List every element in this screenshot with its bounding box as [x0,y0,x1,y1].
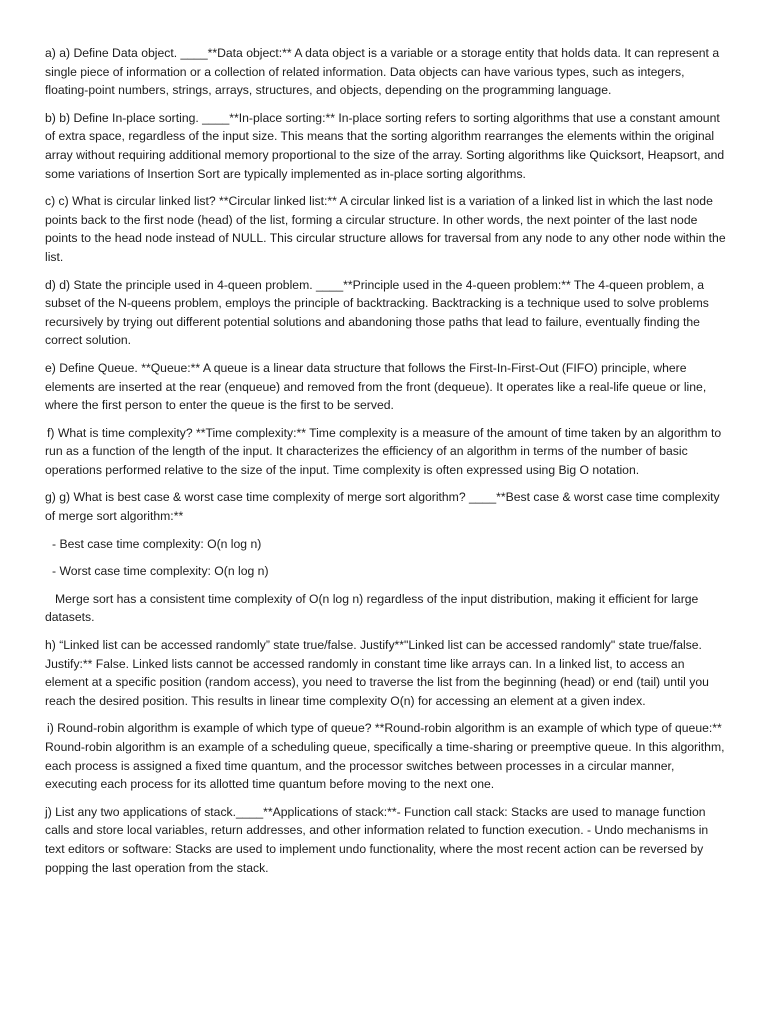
answer-i-round-robin: i) Round-robin algorithm is example of which type of queue? **Round-robin algorithm is an example of which type of queue:** Round-robin algorithm is an example of a scheduling queue, specifically a time-sharing or preemptive queue. In this algorithm, each process is assigned a fixed time quantum, and the processor switches between processes in a circular manner, executing each process for its allotted time quantum before moving to the next one. [45,721,728,792]
answer-j-stack-applications: j) List any two applications of stack.____**Applications of stack:**- Function call stack: Stacks are used to manage function calls and store local variables, return addresses, and other information related to function execution. - Undo mechanisms in text editors or software: Stacks are used to implement undo functionality, where the most recent action can be reversed by popping the last operation from the stack. [45,804,712,875]
answer-g-merge-sort: g) g) What is best case & worst case time complexity of merge sort algorithm? ____**Best case & worst case time complexity of merge sort algorithm:** [45,490,724,524]
answer-a-data-object: a) a) Define Data object. ____**Data object:** A data object is a variable or a storage entity that holds data. It can represent a single piece of information or a collection of related information. Data objects can have various types, such as integers, floating-point numbers, strings, arrays, structures, and objects, depending on the programming language. [45,46,723,98]
merge-sort-summary: Merge sort has a consistent time complexity of O(n log n) regardless of the input distribution, making it efficient for large datasets. [45,591,702,625]
answer-f-time-complexity: f) What is time complexity? **Time complexity:** Time complexity is a measure of the amount of time taken by an algorithm to run as a function of the length of the input. It characterizes the efficiency of an algorithm in terms of the number of basic operations performed relative to the size of the input. Time complexity is often expressed using Big O notation. [45,425,725,477]
answer-h-linked-list-random-access: h) “Linked list can be accessed randomly” state true/false. Justify**"Linked list can be accessed randomly" state true/false. Justify:** False. Linked lists cannot be accessed randomly in constant time like arrays can. In a linked list, to access an element at a specific position (random access), you need to traverse the list from the beginning (head) or end (tail) until you reach the desired position. This results in linear time complexity O(n) for accessing an element at a given index. [45,638,713,708]
answer-e-queue: e) Define Queue. **Queue:** A queue is a linear data structure that follows the First-In-First-Out (FIFO) principle, where elements are inserted at the rear (enqueue) and removed from the front (dequeue). It operates like a real-life queue or line, where the first person to enter the queue is the first to be served. [45,360,710,413]
merge-sort-best-case: - Best case time complexity: O(n log n) [52,536,262,551]
answer-b-in-place-sorting: b) b) Define In-place sorting. ____**In-place sorting:** In-place sorting refers to sorting algorithms that use a constant amount of extra space, regardless of the input size. This means that the sorting algorithm rearranges the elements within the original array without requiring additional memory proportional to the size of the array. Sorting algorithms like Quicksort, Heapsort, and some variations of Insertion Sort are typically implemented as in-place sorting algorithms. [45,110,728,181]
answer-c-circular-linked-list: c) c) What is circular linked list? **Circular linked list:** A circular linked list is a variation of a linked list in which the last node points back to the first node (head) of the list, forming a circular structure. In other words, the next pointer of the last node points to the head node instead of NULL. This circular structure allows for traversal from any node to any other node within the list. [45,194,730,264]
document-page [45,44,730,886]
merge-sort-worst-case: - Worst case time complexity: O(n log n) [52,564,269,579]
answer-d-4-queen-problem: d) d) State the principle used in 4-queen problem. ____**Principle used in the 4-queen problem:** The 4-queen problem, a subset of the N-queens problem, employs the principle of backtracking. Backtracking is a technique used to solve problems recursively by trying out different potential solutions and abandoning those paths that lead to failure, eventually finding the correct solution. [45,277,713,348]
